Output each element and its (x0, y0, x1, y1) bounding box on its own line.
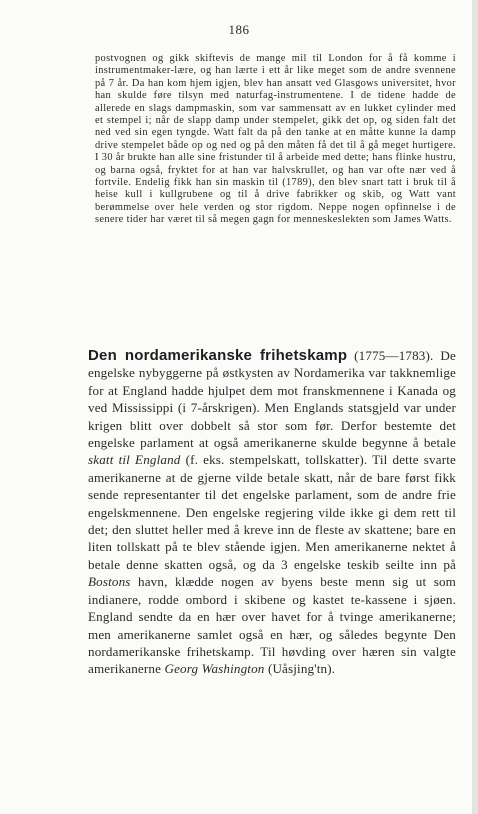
section-text-part2: (f. eks. stempelskatt, tollskatter). Til dette svarte amerikanerne at de gjerne vilde betale skatt, når de bare først fikk sende representanter til det engelske parlament, som de andre frie engelskmennene. Den engelske regjering vilde ikke gi dem rett til det; den sluttet heller med å kreve inn de fleste av skattene; bare en liten tollskatt på te blev stående igjen. Men amerikanerne nektet å betale denne skatten også, og da 3 engelske teskib seilte inn på (88, 452, 456, 572)
section-paragraph (88, 347, 456, 678)
intro-paragraph: postvognen og gikk skiftevis de mange mil til London for å få komme i instrumentmaker-lære, og han lærte i ett år like meget som de andre svennene på 7 år. Da han kom hjem igjen, blev han ansatt ved Glasgows universitet, hvor han skulde føre tilsyn med naturfag-instrumentene. I de tidene hadde de allerede en slags dampmaskin, som var sammensatt av en lukket cylinder med et stempel i; når de slapp damp under stempelet, gikk det op, og siden falt det ned ved sin egen tyngde. Watt falt da på den tanke at en måtte kunne la damp drive stempelet både op og ned og på den måten få det til å gå meget hurtigere. I 30 år brukte han alle sine fristunder til å arbeide med dette; hans flinke hustru, og barna også, fryktet for at han var halvskrullet, og han var ofte nær ved å fortvile. Endelig fikk han sin maskin til (1789), den blev snart tatt i bruk til å heise kull i kullgrubene og til å drive fabrikker og skib, og Watt vant berømmelse over hele verden og stor rigdom. Neppe nogen opfinnelse i de senere tider har været til så megen gagn for menneskeslekten som James Watts. (95, 53, 456, 226)
section-heading: Den nordamerikanske frihetskamp (88, 347, 348, 364)
section-years: (1775—1783). (354, 348, 434, 363)
section-text-part3: havn, klædde nogen av byens beste menn sig ut som indianere, rodde ombord i skibene og kastet te-kassene i sjøen. England sendte da en hær over havet for å tvinge amerikanerne; men amerikanerne samlet også en hær, og således begynte Den nordamerikanske frihetskamp. Til høvding over hæren sin valgte amerikanerne (88, 574, 456, 677)
page-edge-shadow (472, 0, 478, 814)
section-text-part4: (Uåsjing'tn). (267, 661, 336, 677)
section-italic-bostons: Bostons (88, 574, 131, 590)
page-number: 186 (228, 22, 250, 37)
section-italic-skatt: skatt til England (88, 452, 181, 468)
section-text-part1: De engelske nybyggerne på østkysten av Nordamerika var takknemlige for at England hadde hjulpet dem mot franskmennene i Kanada og ved Mississippi (i 7-årskrigen). Men Englands statsgjeld var under krigen blitt over dobbelt så stor som før. Derfor bestemte det engelske parlament at også amerikanerne skulde begynne å betale (88, 348, 456, 451)
section-italic-washington: Georg Washington (164, 661, 265, 677)
